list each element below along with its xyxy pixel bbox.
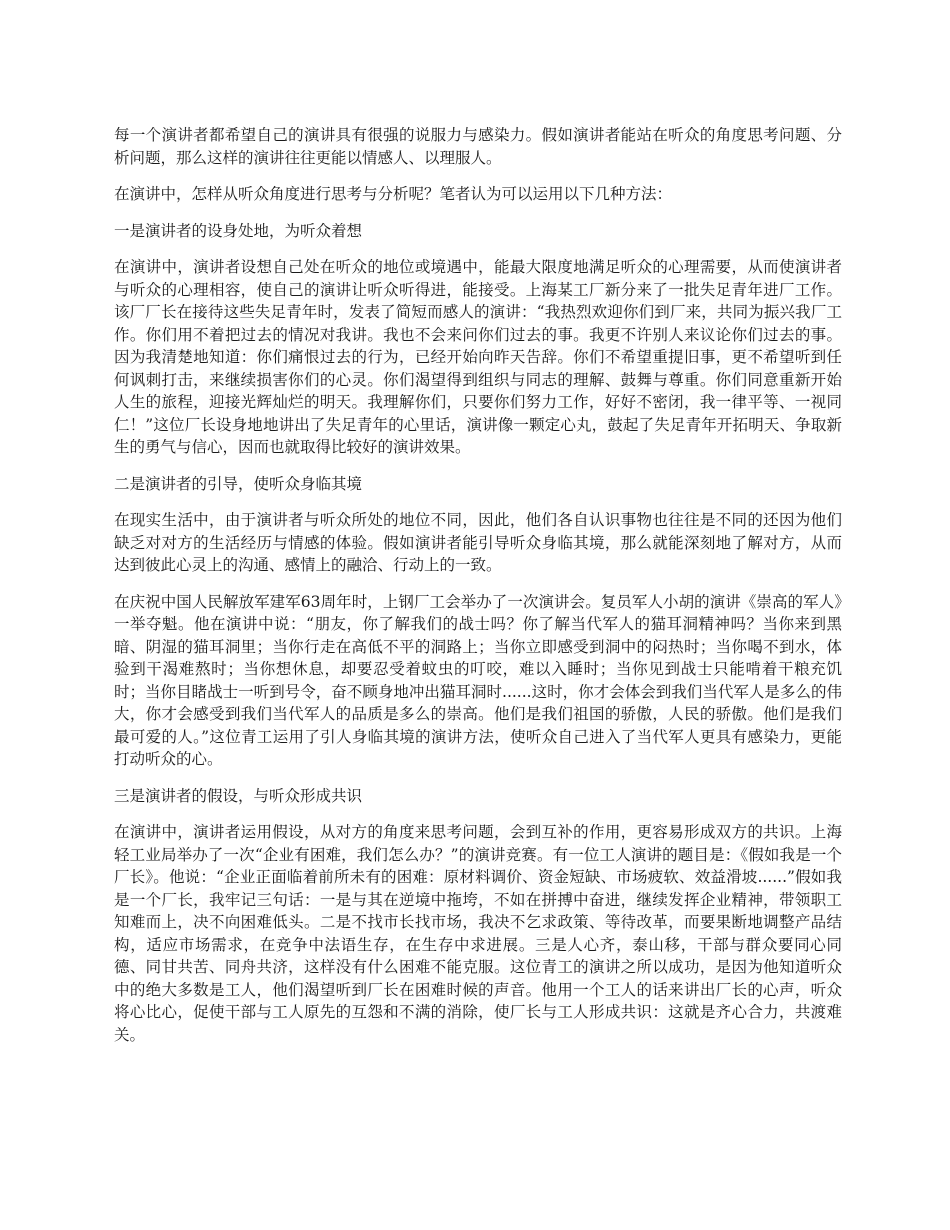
- section-heading-1: 一是演讲者的设身处地，为听众着想: [114, 221, 363, 240]
- intro-paragraph: 每一个演讲者都希望自己的演讲具有很强的说服力与感染力。假如演讲者能站在听众的角度思考问题、分析问题，那么这样的演讲往往更能以情感人、以理服人。: [114, 126, 842, 167]
- section-body-1: 在演讲中，演讲者设想自己处在听众的地位或境遇中，能最大限度地满足听众的心理需要，从而使演讲者与听众的心理相容，使自己的演讲让听众听得进，能接受。上海某工厂新分来了一批失足青年进厂工作。该厂厂长在接待这些失足青年时，发表了简短而感人的演讲：“我热烈欢迎你们到厂来，共同为振兴我厂工作。你们用不着把过去的情况对我讲。我也不会来问你们过去的事。我更不许别人来议论你们过去的事。因为我清楚地知道：你们痛恨过去的行为，已经开始向昨天告辞。你们不希望重提旧事，更不希望听到任何讽刺打击，来继续损害你们的心灵。你们渴望得到组织与同志的理解、鼓舞与尊重。你们同意重新开始人生的旅程，迎接光辉灿烂的明天。我理解你们，只要你们努力工作，好好不密闭，我一律平等、一视同仁！”这位厂长设身地地讲出了失足青年的心里话，演讲像一颗定心丸，鼓起了失足青年开拓明天、争取新生的勇气与信心，因而也就取得比较好的演讲效果。: [114, 258, 842, 456]
- question-paragraph: 在演讲中，怎样从听众角度进行思考与分析呢？笔者认为可以运用以下几种方法：: [114, 185, 673, 203]
- section-heading-3: 三是演讲者的假设，与听众形成共识: [114, 786, 363, 805]
- section-heading-2: 二是演讲者的引导，使听众身临其境: [114, 474, 363, 493]
- section-body-2a: 在现实生活中，由于演讲者与听众所处的地位不同，因此，他们各自认识事物也往往是不同的还因为他们缺乏对对方的生活经历与情感的体验。假如演讲者能引导听众身临其境，那么就能深刻地了解对方，从而达到彼此心灵上的沟通、感情上的融洽、行动上的一致。: [114, 511, 842, 574]
- section-body-2b: 在庆祝中国人民解放军建军63周年时，上钢厂工会举办了一次演讲会。复员军人小胡的演讲《崇高的军人》一举夺魁。他在演讲中说：“朋友，你了解我们的战士吗？你了解当代军人的猫耳洞精神吗？当你来到黑暗、阴湿的猫耳洞里；当你行走在高低不平的洞路上；当你立即感受到洞中的闷热时；当你喝不到水，体验到干渴难熬时；当你想休息，却要忍受着蚊虫的叮咬，难以入睡时；当你见到战士只能啃着干粮充饥时；当你目睹战士一听到号令，奋不顾身地冲出猫耳洞时......这时，你才会体会到我们当代军人是多么的伟大，你才会感受到我们当代军人的品质是多么的崇高。他们是我们祖国的骄傲，人民的骄傲。他们是我们最可爱的人。”这位青工运用了引人身临其境的演讲方法，使听众自己进入了当代军人更具有感染力，更能打动听众的心。: [114, 592, 842, 768]
- document-body: [114, 124, 842, 1060]
- section-body-3: 在演讲中，演讲者运用假设，从对方的角度来思考问题，会到互补的作用，更容易形成双方的共识。上海轻工业局举办了一次“企业有困难，我们怎么办？”的演讲竞赛。有一位工人演讲的题目是：《假如我是一个厂长》。他说：“企业正面临着前所未有的困难：原材料调价、资金短缺、市场疲软、效益滑坡......”假如我是一个厂长，我牢记三句话：一是与其在逆境中拖垮，不如在拼搏中奋进，继续发挥企业精神，带领职工知难而上，决不向困难低头。二是不找市长找市场，我决不乞求政策、等待改革，而要果断地调整产品结构，适应市场需求，在竞争中法语生存，在生存中求进展。三是人心齐，泰山移，干部与群众要同心同德、同甘共苦、同舟共济，这样没有什么困难不能克服。这位青工的演讲之所以成功，是因为他知道听众中的绝大多数是工人，他们渴望听到厂长在困难时候的声音。他用一个工人的话来讲出厂长的心声，听众将心比心，促使干部与工人原先的互怨和不满的消除，使厂长与工人形成共识：这就是齐心合力，共渡难关。: [114, 823, 842, 1044]
